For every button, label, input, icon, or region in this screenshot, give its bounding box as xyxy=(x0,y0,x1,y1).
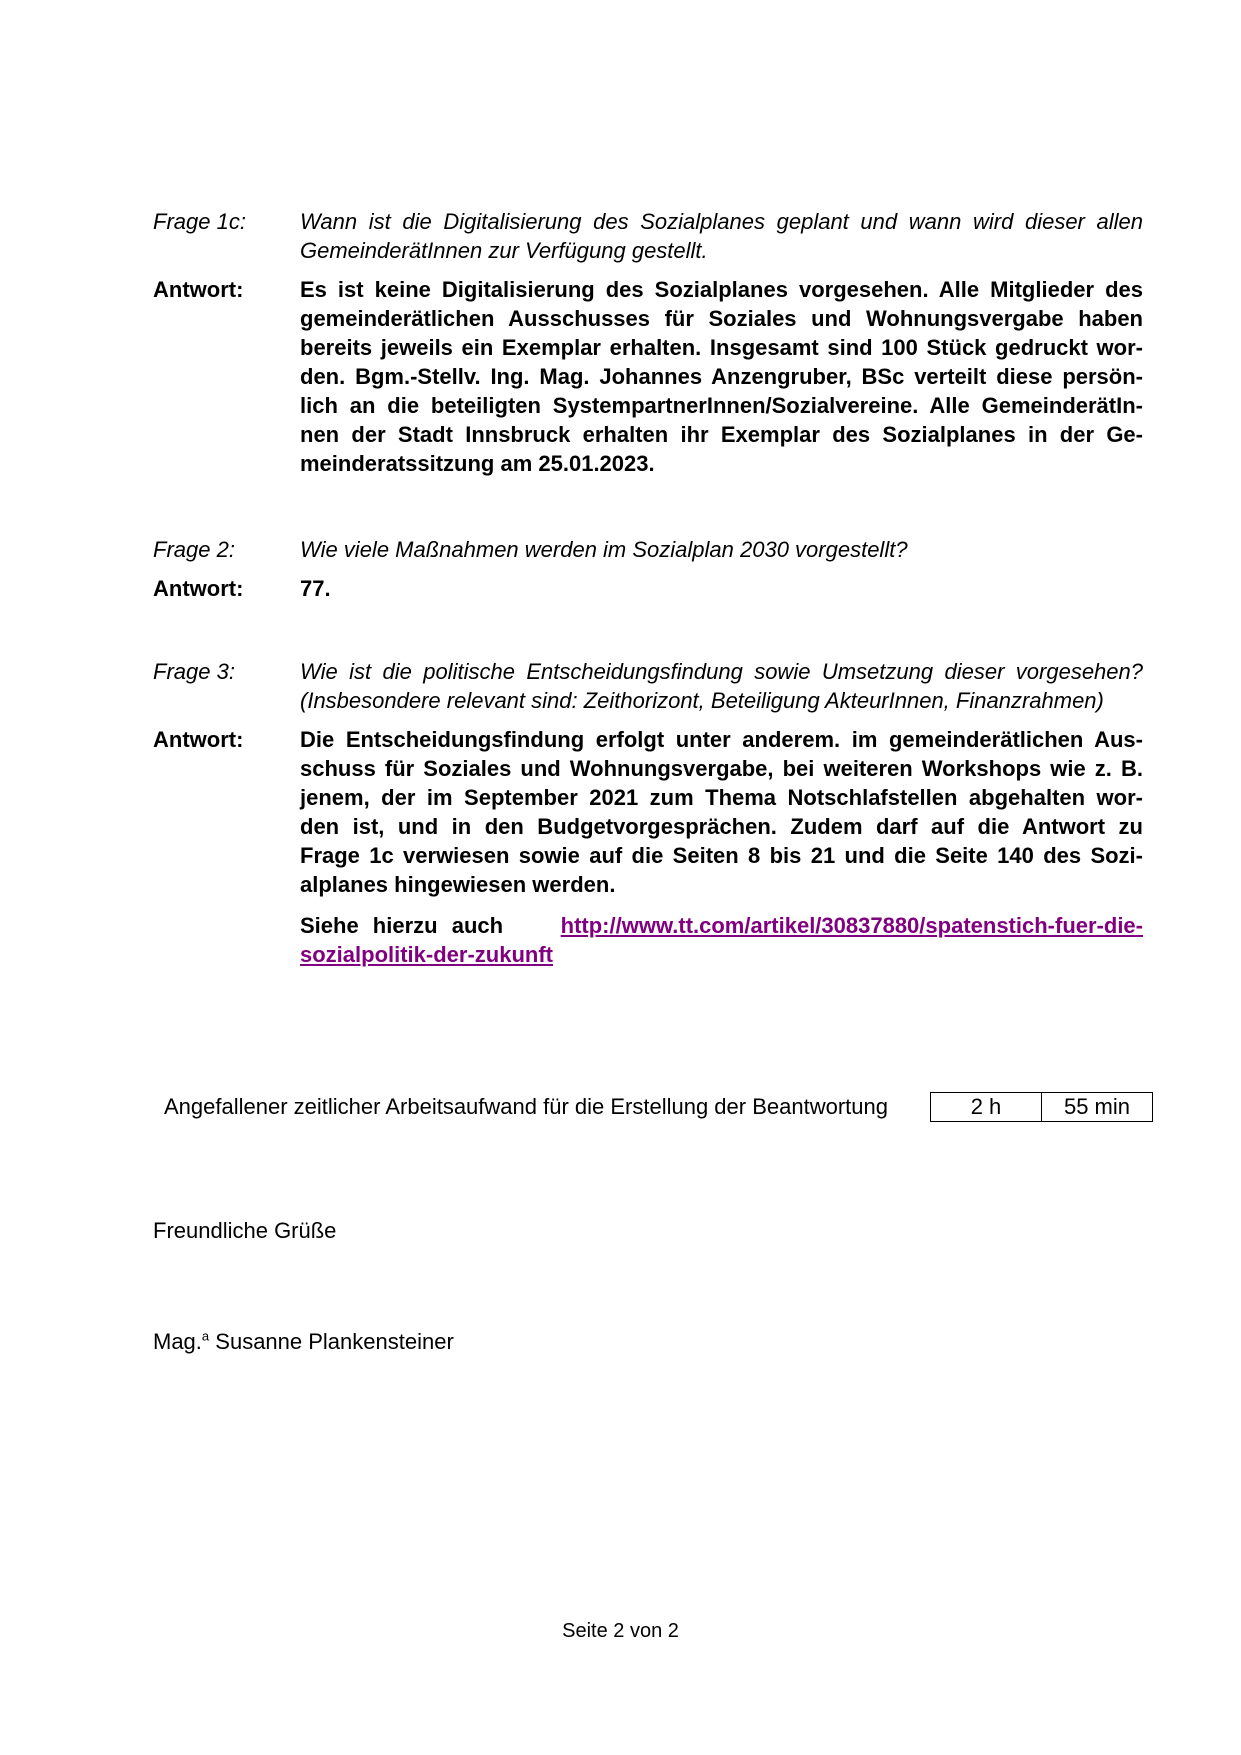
see-also-text: Siehe hierzu auch xyxy=(300,913,504,938)
answer-label: Antwort: xyxy=(153,277,244,302)
question-line: Wann ist die Digitalisierung des Sozialplanes geplant und wann wird dieser allen xyxy=(300,209,1143,234)
effort-minutes-cell: 55 min xyxy=(1042,1092,1153,1122)
question-line: GemeinderätInnen zur Verfügung gestellt. xyxy=(300,238,708,263)
signer-name: Susanne Plankensteiner xyxy=(215,1329,454,1354)
qa-block-2 xyxy=(153,535,1143,603)
answer-text: 77. xyxy=(300,576,331,601)
effort-hours-cell: 2 h xyxy=(930,1092,1042,1122)
answer-line: meinderatssitzung am 25.01.2023. xyxy=(300,451,655,476)
article-link[interactable]: http://www.tt.com/artikel/30837880/spatenstich-fuer-die- xyxy=(560,913,1143,938)
see-also-line xyxy=(300,911,1143,940)
page-number: Seite 2 von 2 xyxy=(562,1620,679,1642)
question-label: Frage 1c: xyxy=(153,209,246,234)
signer-superscript: a xyxy=(201,1328,210,1344)
answer-line: Frage 1c verwiesen sowie auf die Seiten 8 bis 21 und die Seite 140 des Sozi- xyxy=(300,843,1143,868)
answer-line: schuss für Soziales und Wohnungsvergabe, bei weiteren Workshops wie z. B. xyxy=(300,756,1143,781)
answer-row-2 xyxy=(153,574,1143,603)
see-also-paragraph xyxy=(300,911,1143,969)
question-line: Wie ist die politische Entscheidungsfindung sowie Umsetzung dieser vorgesehen? xyxy=(300,659,1143,684)
qa-block-3 xyxy=(153,657,1143,969)
question-row-1c xyxy=(153,207,1143,265)
answer-line: den. Bgm.-Stellv. Ing. Mag. Johannes Anzengruber, BSc verteilt diese persön- xyxy=(300,364,1143,389)
link-continuation xyxy=(300,940,1143,969)
question-text xyxy=(300,657,1143,715)
question-text xyxy=(300,207,1143,265)
answer-line: Die Entscheidungsfindung erfolgt unter anderem. im gemeinderätlichen Aus- xyxy=(300,727,1143,752)
effort-label: Angefallener zeitlicher Arbeitsaufwand für die Erstellung der Beantwortung xyxy=(164,1094,888,1119)
answer-line: den ist, und in den Budgetvorgesprächen. Zudem darf auf die Antwort zu xyxy=(300,814,1143,839)
question-row-3 xyxy=(153,657,1143,715)
question-text: Wie viele Maßnahmen werden im Sozialplan 2030 vorgestellt? xyxy=(300,537,908,562)
question-row-2 xyxy=(153,535,1143,564)
question-label: Frage 3: xyxy=(153,659,235,684)
answer-text xyxy=(300,275,1143,478)
effort-row xyxy=(164,1092,1153,1122)
question-line: (Insbesondere relevant sind: Zeithorizont, Beteiligung AkteurInnen, Finanzrahmen) xyxy=(300,688,1104,713)
signer-prefix: Mag. xyxy=(153,1329,202,1354)
answer-label: Antwort: xyxy=(153,727,244,752)
answer-line: gemeinderätlichen Ausschusses für Soziales und Wohnungsvergabe haben xyxy=(300,306,1143,331)
answer-text xyxy=(300,725,1143,969)
answer-row-3 xyxy=(153,725,1143,969)
signature-line xyxy=(153,1329,454,1355)
question-label: Frage 2: xyxy=(153,537,235,562)
answer-row-1c xyxy=(153,275,1143,478)
answer-line: bereits jeweils ein Exemplar erhalten. Insgesamt sind 100 Stück gedruckt wor- xyxy=(300,335,1143,360)
answer-line: alplanes hingewiesen werden. xyxy=(300,872,616,897)
closing-greeting: Freundliche Grüße xyxy=(153,1218,337,1243)
answer-line: Es ist keine Digitalisierung des Sozialplanes vorgesehen. Alle Mitglieder des xyxy=(300,277,1143,302)
answer-label: Antwort: xyxy=(153,576,244,601)
answer-line: jenem, der im September 2021 zum Thema Notschlafstellen abgehalten wor- xyxy=(300,785,1143,810)
answer-line: lich an die beteiligten SystempartnerInnen/Sozialvereine. Alle GemeinderätIn- xyxy=(300,393,1143,418)
article-link-continuation[interactable]: sozialpolitik-der-zukunft xyxy=(300,942,553,967)
qa-block-1c xyxy=(153,207,1143,478)
answer-line: nen der Stadt Innsbruck erhalten ihr Exemplar des Sozialplanes in der Ge- xyxy=(300,422,1143,447)
